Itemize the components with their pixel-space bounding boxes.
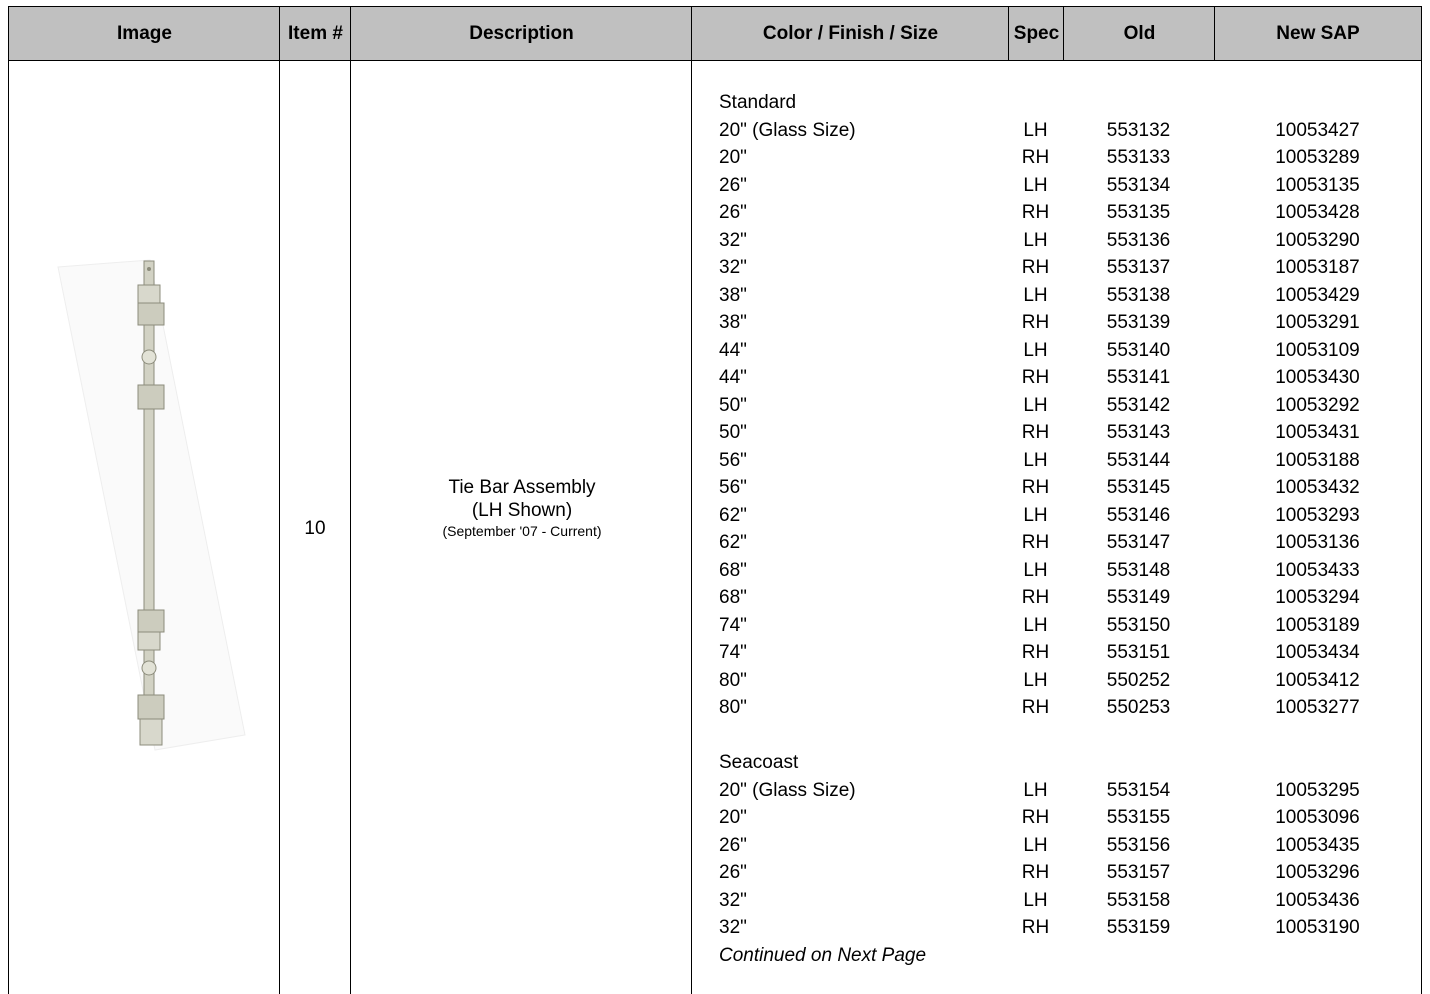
row-old: 550252	[1106, 669, 1171, 691]
column-rule	[1421, 6, 1422, 994]
row-size: 50"	[719, 394, 747, 416]
row-new-sap: 10053187	[1275, 257, 1360, 278]
row-size: 32"	[719, 257, 747, 278]
row-new-sap: 10053296	[1275, 862, 1360, 883]
row-new-sap: 10053293	[1275, 504, 1360, 526]
row-old: 553158	[1106, 889, 1171, 911]
row-spec: RH	[1021, 367, 1050, 388]
row-old: 553157	[1106, 862, 1171, 883]
row-old: 553155	[1106, 807, 1171, 828]
row-spec: RH	[1021, 202, 1050, 223]
row-size: 20" (Glass Size)	[719, 779, 856, 801]
row-spec: RH	[1021, 422, 1050, 443]
row-old: 553154	[1106, 779, 1171, 801]
row-old: 553138	[1106, 284, 1171, 306]
row-old: 553151	[1106, 642, 1171, 663]
row-spec: LH	[1023, 284, 1048, 306]
row-size: 26"	[719, 202, 747, 223]
row-spec: LH	[1023, 779, 1048, 801]
row-size: 38"	[719, 284, 747, 306]
header-description: Description	[469, 22, 574, 44]
group-title: Standard	[719, 92, 797, 113]
row-new-sap: 10053109	[1275, 339, 1360, 361]
header-new-sap: New SAP	[1276, 22, 1360, 44]
row-spec: RH	[1021, 917, 1050, 938]
row-new-sap: 10053277	[1275, 697, 1360, 718]
row-old: 553147	[1106, 532, 1171, 553]
row-size: 32"	[719, 917, 747, 938]
row-spec: RH	[1021, 532, 1050, 553]
row-size: 26"	[719, 174, 747, 196]
header-spec: Spec	[1013, 22, 1060, 44]
row-new-sap: 10053433	[1275, 559, 1360, 581]
row-size: 74"	[719, 642, 747, 663]
row-new-sap: 10053292	[1275, 394, 1360, 416]
row-new-sap: 10053096	[1275, 807, 1360, 828]
row-size: 26"	[719, 834, 747, 856]
row-size: 62"	[719, 532, 747, 553]
row-spec: RH	[1021, 477, 1050, 498]
row-spec: RH	[1021, 312, 1050, 333]
continued-note: Continued on Next Page	[719, 944, 927, 966]
row-new-sap: 10053430	[1275, 367, 1360, 388]
row-new-sap: 10053190	[1275, 917, 1360, 938]
row-spec: RH	[1021, 642, 1050, 663]
row-old: 553136	[1106, 229, 1171, 251]
row-spec: RH	[1021, 697, 1050, 718]
row-new-sap: 10053432	[1275, 477, 1360, 498]
row-old: 553156	[1106, 834, 1171, 856]
column-rule	[8, 6, 9, 994]
row-old: 553148	[1106, 559, 1171, 581]
row-spec: LH	[1023, 339, 1048, 361]
row-size: 32"	[719, 229, 747, 251]
row-old: 553142	[1106, 394, 1171, 416]
row-spec: LH	[1023, 119, 1048, 141]
row-spec: LH	[1023, 394, 1048, 416]
row-old: 553139	[1106, 312, 1171, 333]
row-old: 553150	[1106, 614, 1171, 636]
description-date-range: (September '07 - Current)	[442, 523, 602, 539]
row-size: 20" (Glass Size)	[719, 119, 856, 141]
header-color-finish-size: Color / Finish / Size	[762, 22, 939, 44]
row-new-sap: 10053434	[1275, 642, 1360, 663]
tie-bar-assembly-icon	[40, 255, 260, 765]
header-item: Item #	[288, 22, 343, 44]
row-size: 38"	[719, 312, 747, 333]
description-title: Tie Bar Assembly	[448, 477, 596, 498]
row-size: 74"	[719, 614, 747, 636]
row-spec: LH	[1023, 834, 1048, 856]
row-old: 553140	[1106, 339, 1171, 361]
row-old: 553146	[1106, 504, 1171, 526]
row-new-sap: 10053427	[1275, 119, 1360, 141]
row-old: 553149	[1106, 587, 1171, 608]
row-old: 553135	[1106, 202, 1171, 223]
column-rule	[1214, 6, 1215, 61]
row-spec: RH	[1021, 807, 1050, 828]
header-image: Image	[117, 22, 172, 44]
column-rule	[1008, 6, 1009, 61]
item-number: 10	[304, 518, 326, 539]
row-size: 26"	[719, 862, 747, 883]
row-new-sap: 10053136	[1275, 532, 1360, 553]
row-new-sap: 10053135	[1275, 174, 1360, 196]
row-size: 68"	[719, 559, 747, 581]
row-size: 20"	[719, 807, 747, 828]
row-spec: RH	[1021, 147, 1050, 168]
row-spec: RH	[1021, 862, 1050, 883]
row-old: 553159	[1106, 917, 1171, 938]
row-new-sap: 10053188	[1275, 449, 1360, 471]
row-size: 56"	[719, 477, 747, 498]
row-old: 550253	[1106, 697, 1171, 718]
row-spec: LH	[1023, 229, 1048, 251]
row-old: 553137	[1106, 257, 1171, 278]
column-rule	[350, 6, 351, 994]
row-old: 553133	[1106, 147, 1171, 168]
row-spec: LH	[1023, 174, 1048, 196]
row-spec: LH	[1023, 889, 1048, 911]
row-size: 62"	[719, 504, 747, 526]
row-size: 44"	[719, 367, 747, 388]
row-spec: RH	[1021, 587, 1050, 608]
row-spec: LH	[1023, 614, 1048, 636]
row-new-sap: 10053428	[1275, 202, 1360, 223]
column-rule	[279, 6, 280, 994]
row-old: 553134	[1106, 174, 1171, 196]
row-spec: RH	[1021, 257, 1050, 278]
product-image	[40, 255, 260, 765]
row-new-sap: 10053429	[1275, 284, 1360, 306]
column-rule	[1063, 6, 1064, 61]
row-new-sap: 10053189	[1275, 614, 1360, 636]
row-size: 20"	[719, 147, 747, 168]
row-old: 553141	[1106, 367, 1171, 388]
header-old: Old	[1123, 22, 1156, 44]
row-old: 553145	[1106, 477, 1171, 498]
row-new-sap: 10053436	[1275, 889, 1360, 911]
row-new-sap: 10053431	[1275, 422, 1360, 443]
row-new-sap: 10053291	[1275, 312, 1360, 333]
row-new-sap: 10053290	[1275, 229, 1360, 251]
row-spec: LH	[1023, 559, 1048, 581]
row-new-sap: 10053294	[1275, 587, 1360, 608]
row-size: 80"	[719, 669, 747, 691]
row-new-sap: 10053289	[1275, 147, 1360, 168]
item-description	[352, 476, 692, 540]
row-new-sap: 10053412	[1275, 669, 1360, 691]
row-size: 44"	[719, 339, 747, 361]
row-size: 56"	[719, 449, 747, 471]
row-spec: LH	[1023, 669, 1048, 691]
row-new-sap: 10053435	[1275, 834, 1360, 856]
row-size: 32"	[719, 889, 747, 911]
row-spec: LH	[1023, 504, 1048, 526]
row-size: 68"	[719, 587, 747, 608]
description-note: (LH Shown)	[471, 500, 573, 521]
row-size: 50"	[719, 422, 747, 443]
row-size: 80"	[719, 697, 747, 718]
group-title: Seacoast	[719, 752, 799, 773]
row-old: 553143	[1106, 422, 1171, 443]
row-old: 553144	[1106, 449, 1171, 471]
row-new-sap: 10053295	[1275, 779, 1360, 801]
row-old: 553132	[1106, 119, 1171, 141]
table-header	[8, 6, 1422, 61]
row-spec: LH	[1023, 449, 1048, 471]
